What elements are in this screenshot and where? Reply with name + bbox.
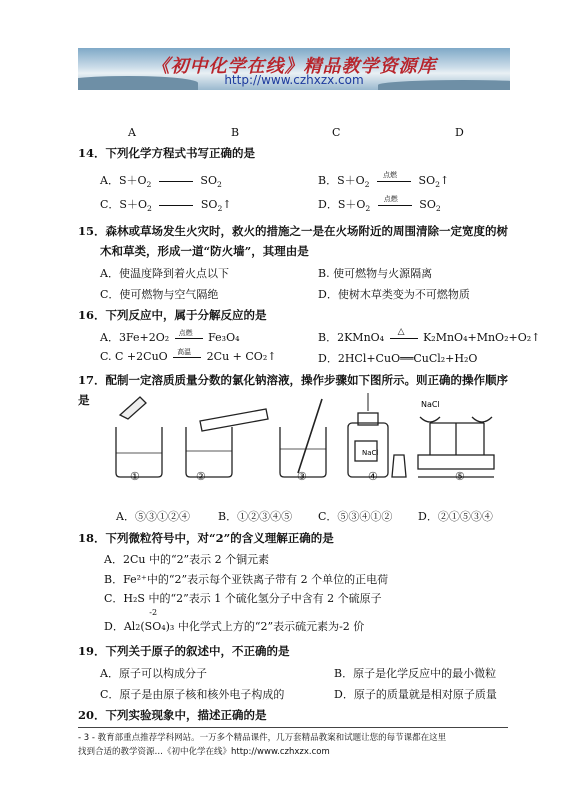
- q16-option-c: C. C +2CuO 高温 2Cu + CO₂↑: [100, 347, 277, 363]
- q17-figure-num-1: ①: [130, 470, 140, 483]
- q14-option-c: C．$S+O_2$ $SO_2↑$: [100, 198, 232, 214]
- banner-title: 《初中化学在线》精品教学资源库: [151, 56, 437, 77]
- banner-url[interactable]: http://www.czhxzx.com: [224, 73, 364, 87]
- q17-figure-num-5: ⑤: [455, 470, 465, 483]
- bottle-label: NaCl: [362, 449, 379, 457]
- q18-option-b: B．Fe²⁺中的“2”表示每个亚铁离子带有 2 个单位的正电荷: [104, 573, 389, 586]
- q16-option-d: D．2HCl+CuO══CuCl₂+H₂O: [318, 352, 478, 365]
- stopper-icon: [392, 455, 406, 477]
- q14-stem: 14．下列化学方程式书写正确的是: [78, 146, 256, 160]
- q17-figure-num-3: ③: [297, 470, 307, 483]
- top-label-a: A: [128, 126, 136, 139]
- q18-stem: 18．下列微粒符号中，对“2”的含义理解正确的是: [78, 531, 334, 545]
- top-label-b: B: [231, 126, 240, 139]
- q16-option-a: A．3Fe+2O₂ 点燃 Fe₃O₄: [100, 328, 240, 344]
- q17-stem-line1: 17．配制一定溶质质量分数的氯化钠溶液，操作步骤如下图所示。则正确的操作顺序: [78, 373, 508, 387]
- q15-option-c: C．使可燃物与空气隔绝: [100, 288, 219, 301]
- footer-divider: [78, 727, 508, 728]
- q15-stem-line1: 15．森林或草场发生火灾时，救火的措施之一是在火场附近的周围清除一定宽度的树: [78, 224, 508, 238]
- q17-figure-num-4: ④: [368, 470, 378, 483]
- balance-label: NaCl: [421, 400, 440, 409]
- q17-option-b: B．①②③④⑤: [218, 510, 293, 523]
- q15-stem-line2: 木和草类，形成一道“防火墙”，其理由是: [100, 244, 309, 258]
- footer-line-1: - 3 - 教育部重点推荐学科网站。一万多个精品课件，几万套精品教案和试题让您的每节课都在这里: [78, 733, 447, 743]
- q16-stem: 16．下列反应中，属于分解反应的是: [78, 308, 267, 322]
- q19-option-a: A．原子可以构成分子: [100, 667, 207, 680]
- q15-option-d: D．使树木草类变为不可燃物质: [318, 288, 470, 301]
- q19-stem: 19．下列关于原子的叙述中，不正确的是: [78, 644, 290, 658]
- measuring-cylinder-icon: [200, 409, 268, 431]
- q15-option-b: B. 使可燃物与火源隔离: [318, 267, 433, 280]
- q17-option-c: C．⑤③④①②: [318, 510, 393, 523]
- header-banner: [78, 48, 510, 90]
- top-label-c: C: [332, 126, 341, 139]
- footer-line-2: 找到合适的教学资源…《初中化学在线》http://www.czhxzx.com: [78, 747, 330, 757]
- balance-pan-right-icon: [472, 417, 492, 422]
- q19-option-d: D．原子的质量就是相对原子质量: [334, 688, 497, 701]
- q18-option-a: A．2Cu 中的“2”表示 2 个铜元素: [104, 553, 270, 566]
- q16-option-b: B．2KMnO₄ △ K₂MnO₄+MnO₂+O₂↑: [318, 326, 541, 344]
- q18-option-d: D．Al2(SO -2 ₄)₃ 中化学式上方的“2”表示硫元素为-2 价: [104, 608, 365, 633]
- q18-option-c: C．H₂S 中的“2”表示 1 个硫化氢分子中含有 2 个硫原子: [104, 592, 382, 605]
- glass-rod-icon: [298, 399, 322, 473]
- q14-option-d: D．$S+O_2$ 点燃 $SO_2$: [318, 194, 441, 214]
- q14-option-a: A．$S+O_2$ $SO_2$: [100, 174, 222, 190]
- balance-icon: [418, 455, 494, 469]
- q20-stem: 20．下列实验现象中，描述正确的是: [78, 708, 267, 722]
- q17-stem-line2: 是: [78, 393, 90, 407]
- paper-icon: [120, 397, 146, 419]
- q15-option-a: A．使温度降到着火点以下: [100, 267, 229, 280]
- q19-option-b: B．原子是化学反应中的最小微粒: [334, 667, 497, 680]
- beaker-2-icon: [186, 427, 232, 477]
- q19-option-c: C．原子是由原子核和核外电子构成的: [100, 688, 285, 701]
- q14-option-b: B．$S+O_2$ 点燃 $SO_2↑$: [318, 170, 450, 190]
- q17-figure-num-2: ②: [196, 470, 206, 483]
- q17-option-d: D．②①⑤③④: [418, 510, 493, 523]
- balance-pan-left-icon: [420, 417, 440, 422]
- q17-option-a: A．⑤③①②④: [116, 510, 190, 523]
- top-label-d: D: [455, 126, 464, 139]
